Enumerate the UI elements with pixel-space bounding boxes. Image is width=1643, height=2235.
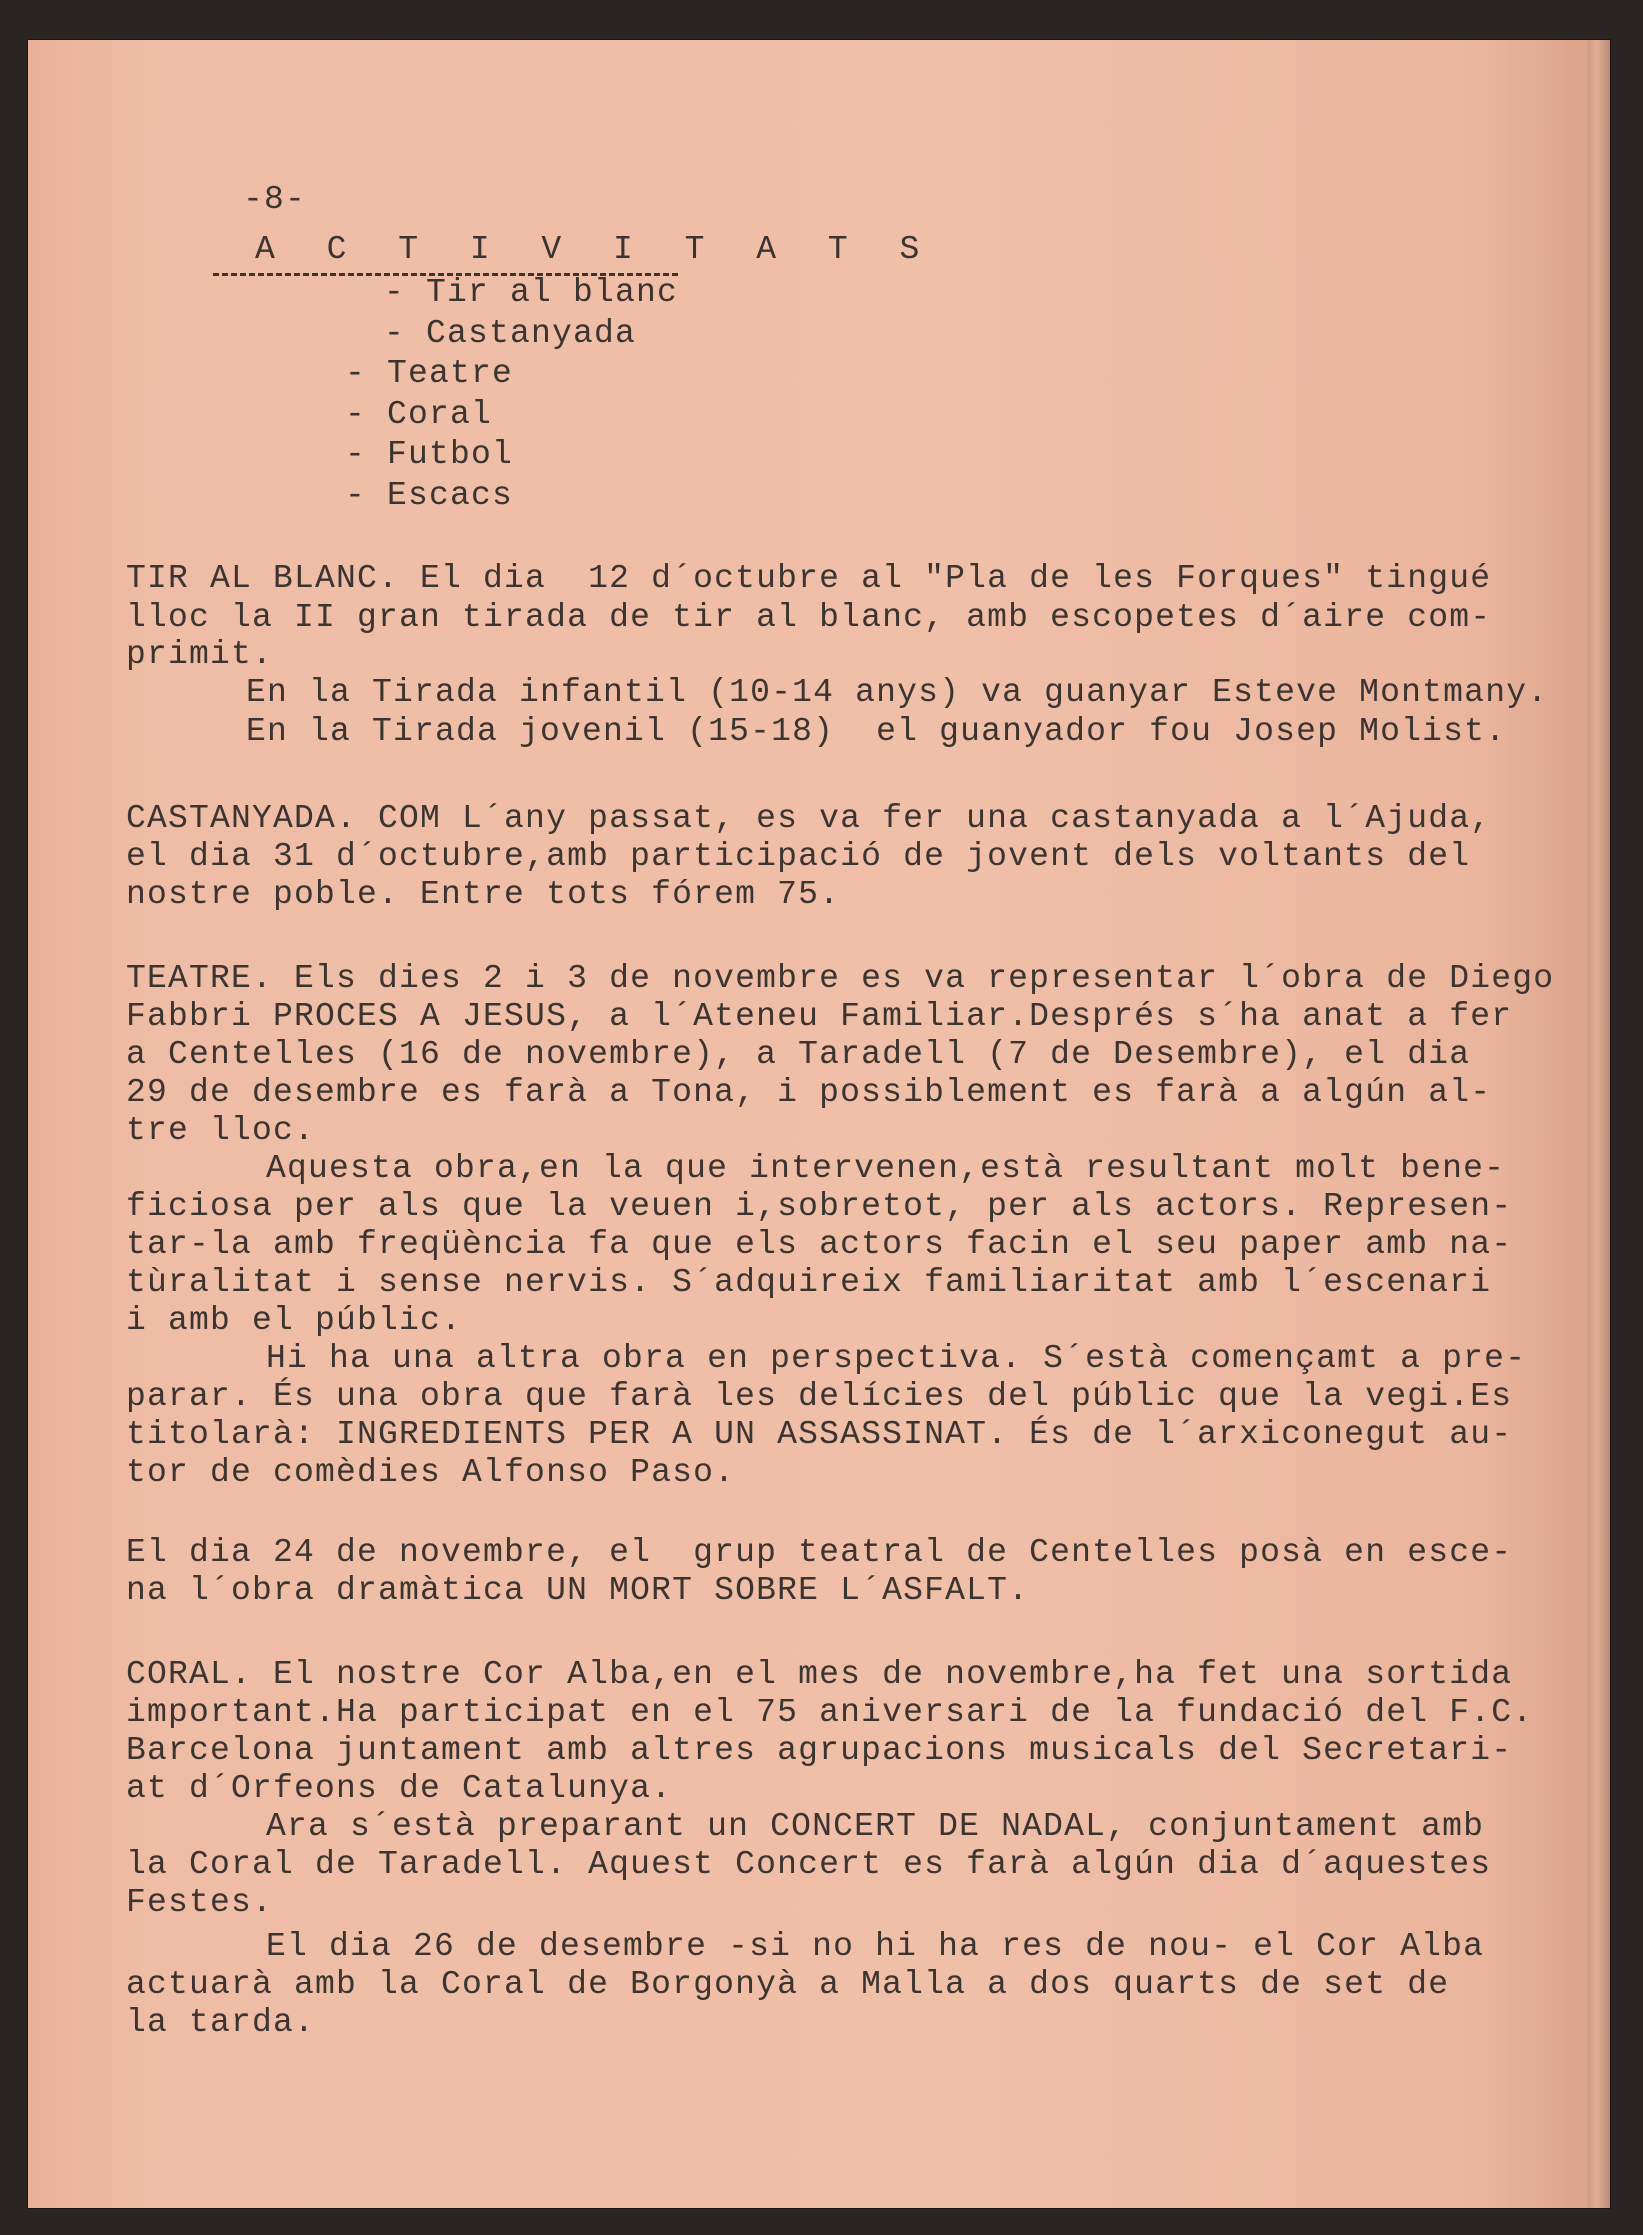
text-line: Festes. xyxy=(126,1884,274,1921)
text-line: El dia 26 de desembre -si no hi ha res de nou- el Cor Alba xyxy=(266,1928,1485,1965)
text-line: tre lloc. xyxy=(126,1112,316,1149)
activity-item-escacs: - Escacs xyxy=(345,477,514,514)
text-line: nostre poble. Entre tots fórem 75. xyxy=(126,876,841,913)
text-line: Fabbri PROCES A JESUS, a l´Ateneu Familiar.Després s´ha anat a fer xyxy=(126,998,1513,1035)
activity-item-futbol: - Futbol xyxy=(345,436,514,473)
text-line: El dia 24 de novembre, el grup teatral de Centelles posà en esce- xyxy=(126,1534,1513,1571)
text-line: lloc la II gran tirada de tir al blanc, amb escopetes d´aire com- xyxy=(126,599,1492,636)
text-line: CORAL. El nostre Cor Alba,en el mes de novembre,ha fet una sortida xyxy=(126,1656,1513,1693)
text-line: i amb el públic. xyxy=(126,1302,463,1339)
text-line: actuarà amb la Coral de Borgonyà a Malla a dos quarts de set de xyxy=(126,1966,1450,2003)
text-line: CASTANYADA. COM L´any passat, es va fer una castanyada a l´Ajuda, xyxy=(126,800,1492,837)
text-line: En la Tirada jovenil (15-18) el guanyador fou Josep Molist. xyxy=(246,713,1507,750)
text-line: ficiosa per als que la veuen i,sobretot, per als actors. Represen- xyxy=(126,1188,1513,1225)
text-line: En la Tirada infantil (10-14 anys) va guanyar Esteve Montmany. xyxy=(246,674,1549,711)
activity-item-castanyada: - Castanyada xyxy=(384,315,637,352)
activity-item-coral: - Coral xyxy=(345,396,493,433)
text-line: tùralitat i sense nervis. S´adquireix familiaritat amb l´escenari xyxy=(126,1264,1492,1301)
text-line: la Coral de Taradell. Aquest Concert es farà algún dia d´aquestes xyxy=(126,1846,1492,1883)
text-line: tor de comèdies Alfonso Paso. xyxy=(126,1454,736,1491)
text-line: Barcelona juntament amb altres agrupacions musicals del Secretari- xyxy=(126,1732,1513,1769)
text-line: titolarà: INGREDIENTS PER A UN ASSASSINAT. És de l´arxiconegut au- xyxy=(126,1416,1513,1453)
text-line: na l´obra dramàtica UN MORT SOBRE L´ASFALT. xyxy=(126,1572,1030,1609)
text-line: la tarda. xyxy=(126,2004,316,2041)
page-fold xyxy=(1588,40,1610,2208)
text-line: parar. És una obra que farà les delícies del públic que la vegi.Es xyxy=(126,1378,1513,1415)
text-line: Aquesta obra,en la que intervenen,està resultant molt bene- xyxy=(266,1150,1506,1187)
page-number: -8- xyxy=(243,181,307,218)
text-line: el dia 31 d´octubre,amb participació de jovent dels voltants del xyxy=(126,838,1471,875)
text-line: important.Ha participat en el 75 aniversari de la fundació del F.C. xyxy=(126,1694,1534,1731)
activity-item-tir: - Tir al blanc xyxy=(384,274,679,311)
text-line: TIR AL BLANC. El dia 12 d´octubre al "Pla de les Forques" tingué xyxy=(126,560,1492,597)
text-line: a Centelles (16 de novembre), a Taradell (7 de Desembre), el dia xyxy=(126,1036,1471,1073)
typed-page xyxy=(28,40,1610,2208)
text-line: 29 de desembre es farà a Tona, i possiblement es farà a algún al- xyxy=(126,1074,1492,1111)
page-title: A C T I V I T A T S xyxy=(255,231,936,268)
activity-item-teatre: - Teatre xyxy=(345,355,514,392)
text-line: at d´Orfeons de Catalunya. xyxy=(126,1770,673,1807)
text-line: Ara s´està preparant un CONCERT DE NADAL, conjuntament amb xyxy=(266,1808,1485,1845)
text-line: primit. xyxy=(126,636,274,673)
text-line: tar-la amb freqüència fa que els actors facin el seu paper amb na- xyxy=(126,1226,1513,1263)
text-line: TEATRE. Els dies 2 i 3 de novembre es va representar l´obra de Diego xyxy=(126,960,1555,997)
text-line: Hi ha una altra obra en perspectiva. S´està començamt a pre- xyxy=(266,1340,1527,1377)
